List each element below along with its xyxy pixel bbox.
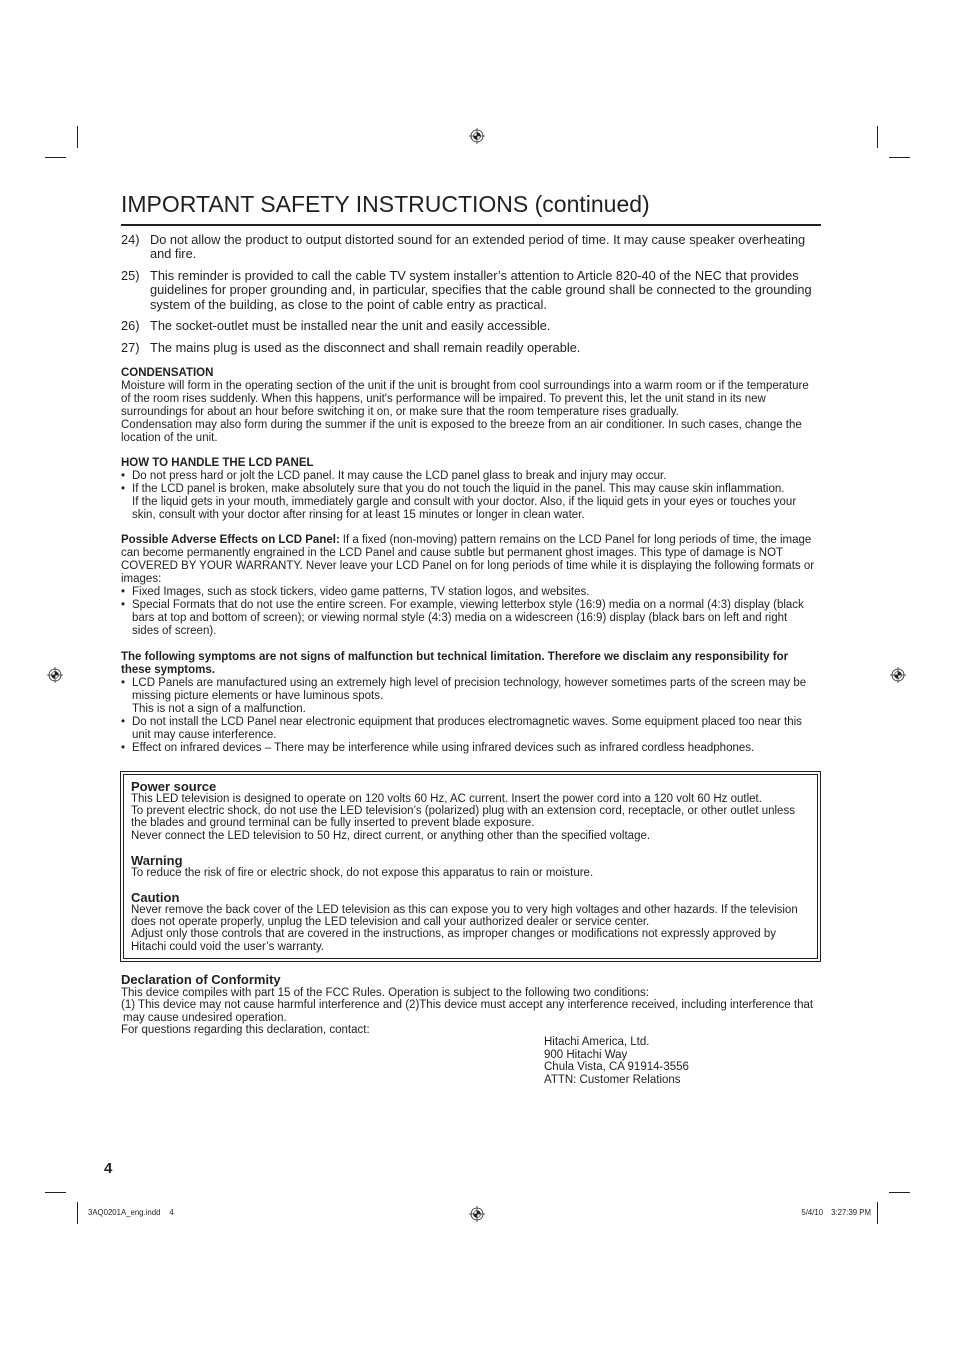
footer-timestamp xyxy=(801,1208,871,1218)
title-rule xyxy=(121,224,821,226)
declaration-section xyxy=(121,973,821,1037)
text-line: If the liquid gets in your mouth, immediately gargle and consult with your doctor. Also, if the liquid gets in your eyes or touches your xyxy=(132,495,797,508)
bullet-item xyxy=(121,483,821,522)
bullet-item xyxy=(121,716,821,742)
text-line: This is not a sign of a malfunction. xyxy=(132,702,306,715)
text-line: sides of screen). xyxy=(132,624,217,637)
text-line: COVERED BY YOUR WARRANTY. Never leave your LCD Panel on for long periods of time while it is displaying the following formats or xyxy=(121,559,815,572)
registration-mark-icon xyxy=(468,127,486,145)
text-line: Condensation may also form during the summer if the unit is exposed to the breeze from an air conditioner. In such cases, change the xyxy=(121,418,802,431)
crop-mark xyxy=(889,157,910,158)
text-line: • If the LCD panel is broken, make absolutely sure that you do not touch the liquid in the panel. This may cause skin inflammation. xyxy=(132,482,785,495)
text-line: • Do not install the LCD Panel near electronic equipment that produces electromagnetic waves. Some equipment placed too near this xyxy=(132,715,802,728)
text-line: Hitachi could void the user’s warranty. xyxy=(131,940,325,953)
text-line: To reduce the risk of fire or electric shock, do not expose this apparatus to rain or moisture. xyxy=(131,866,594,879)
text-line: location of the unit. xyxy=(121,431,218,444)
text-line: This LED television is designed to operate on 120 volts 60 Hz, AC current. Insert the power cord into a 120 volt 60 Hz outlet. xyxy=(131,792,762,805)
text-line: ATTN: Customer Relations xyxy=(544,1073,681,1086)
paragraph xyxy=(131,904,810,954)
text-line: To prevent electric shock, do not use the LED television’s (polarized) plug with an extension cord, receptacle, or other outlet unless xyxy=(131,804,795,817)
text-line: • Fixed Images, such as stock tickers, video game patterns, TV station logos, and websites. xyxy=(132,585,590,598)
footer-file-page: 4 xyxy=(169,1208,174,1217)
text-line: If a fixed (non-moving) pattern remains on the LCD Panel for long periods of time, the image xyxy=(342,533,812,546)
text-line: Never remove the back cover of the LED television as this can expose you to very high voltages and other hazards. If the television xyxy=(131,903,798,916)
text-line: Moisture will form in the operating section of the unit if the unit is brought from cool surroundings into a warm room or if the temperature xyxy=(121,379,809,392)
crop-mark xyxy=(45,1192,66,1193)
registration-mark-icon xyxy=(468,1205,486,1223)
text-line: guidelines for proper grounding and, in particular, specifies that the cable ground shall be connected to the grounding xyxy=(150,282,812,298)
crop-mark xyxy=(877,126,878,148)
text-line: bars at top and bottom of screen); or viewing normal style (4:3) media on a widescreen (16:9) display (black bars on left and right xyxy=(132,611,788,624)
text-line: of the room rises suddenly. When this happens, unit's performance will be impaired. To prevent this, let the unit stand in its new xyxy=(121,392,766,405)
box-heading: Warning xyxy=(131,852,183,868)
item-text xyxy=(150,319,821,334)
bullet-item xyxy=(121,677,821,716)
text-line: The mains plug is used as the disconnect and shall remain readily operable. xyxy=(150,339,581,355)
numbered-item xyxy=(121,341,821,356)
numbered-item xyxy=(121,269,821,313)
section-heading xyxy=(121,651,821,677)
text-line: does not operate properly, unplug the LED television and call your authorized dealer or service center. xyxy=(131,915,650,928)
item-number: 26) xyxy=(121,318,140,334)
adverse-effects-first-line xyxy=(121,534,821,547)
paragraph xyxy=(131,793,810,843)
warning-section xyxy=(131,854,810,879)
item-number: 25) xyxy=(121,267,140,283)
registration-mark-icon xyxy=(46,666,64,684)
numbered-item xyxy=(121,319,821,334)
footer-time: 3:27:39 PM xyxy=(831,1208,871,1217)
registration-mark-icon xyxy=(889,666,907,684)
crop-mark xyxy=(889,1192,910,1193)
text-line: and fire. xyxy=(150,246,197,262)
box-heading: Power source xyxy=(131,778,217,794)
text-line: 900 Hitachi Way xyxy=(544,1048,628,1061)
text-line: Do not allow the product to output distorted sound for an extended period of time. It may cause speaker overheating xyxy=(150,231,806,247)
box-heading: Caution xyxy=(131,889,180,905)
symptoms-section xyxy=(121,651,821,755)
footer-file-name: 3AQ0201A_eng.indd xyxy=(88,1208,161,1217)
item-text xyxy=(150,341,821,356)
text-line: Hitachi America, Ltd. xyxy=(544,1036,650,1049)
crop-mark xyxy=(77,1202,78,1224)
text-line: (1) This device may not cause harmful interference and (2)This device must accept any interference received, including interference that xyxy=(121,999,814,1012)
caution-section xyxy=(131,891,810,954)
text-line: Adjust only those controls that are covered in the instructions, as improper changes or modifications not expressly approved by xyxy=(131,928,776,941)
bullet-item xyxy=(121,599,821,638)
numbered-list xyxy=(121,233,821,363)
section-heading: Declaration of Conformity xyxy=(121,971,281,987)
text-line: unit may cause interference. xyxy=(132,728,277,741)
item-text xyxy=(150,233,821,262)
page-number: 4 xyxy=(104,1160,113,1177)
text-line: Never connect the LED television to 50 Hz, direct current, or anything other than the specified voltage. xyxy=(131,829,651,842)
bullet-item xyxy=(121,470,821,483)
section-heading: CONDENSATION xyxy=(121,366,214,379)
footer-file-info xyxy=(88,1208,174,1218)
adverse-effects-section xyxy=(121,534,821,638)
text-line: surroundings for about an hour before switching it on, or make sure that the room temperature rises gradually. xyxy=(121,405,679,418)
bullet-item xyxy=(121,586,821,599)
text-line: may cause undesired operation. xyxy=(123,1011,287,1024)
paragraph xyxy=(121,547,821,586)
text-line: Chula Vista, CA 91914-3556 xyxy=(544,1061,689,1074)
text-line: This device compiles with part 15 of the FCC Rules. Operation is subject to the following two conditions: xyxy=(121,986,649,999)
text-line: This reminder is provided to call the cable TV system installer’s attention to Article 820-40 of the NEC that provides xyxy=(150,267,799,283)
text-line: For questions regarding this declaration, contact: xyxy=(121,1024,370,1037)
power-source-section xyxy=(131,780,810,843)
adverse-effects-lead: Possible Adverse Effects on LCD Panel: xyxy=(121,533,340,546)
crop-mark xyxy=(45,157,66,158)
text-line: skin, consult with your doctor after rinsing for at least 15 minutes or longer in clean water. xyxy=(132,508,585,521)
text-line: The socket-outlet must be installed near the unit and easily accessible. xyxy=(150,318,551,334)
text-line: • Special Formats that do not use the entire screen. For example, viewing letterbox style (16:9) media on a normal (4:3) display (black xyxy=(132,598,804,611)
contact-address xyxy=(544,1036,689,1086)
paragraph xyxy=(121,380,821,445)
text-line: • LCD Panels are manufactured using an extremely high level of precision technology, however sometimes parts of the screen may be xyxy=(132,676,807,689)
notice-box xyxy=(120,771,821,962)
condensation-section xyxy=(121,367,821,445)
crop-mark xyxy=(877,1202,878,1224)
text-line: The following symptoms are not signs of malfunction but technical limitation. Therefore we disclaim any responsibility for xyxy=(121,650,789,663)
crop-mark xyxy=(77,126,78,148)
footer-date: 5/4/10 xyxy=(801,1208,824,1217)
page-title: IMPORTANT SAFETY INSTRUCTIONS (continued) xyxy=(121,191,650,217)
paragraph xyxy=(121,987,821,1037)
text-line: • Do not press hard or jolt the LCD panel. It may cause the LCD panel glass to break and injury may occur. xyxy=(132,469,667,482)
item-number: 24) xyxy=(121,231,140,247)
text-line: • Effect on infrared devices – There may be interference while using infrared devices such as infrared cordless headphones. xyxy=(132,741,755,754)
text-line: these symptoms. xyxy=(121,663,215,676)
item-number: 27) xyxy=(121,339,140,355)
text-line: the blades and ground terminal can be fully inserted to prevent blade exposure. xyxy=(131,817,535,830)
paragraph xyxy=(131,867,810,879)
section-heading: HOW TO HANDLE THE LCD PANEL xyxy=(121,456,314,469)
numbered-item xyxy=(121,233,821,262)
lcd-handling-section xyxy=(121,457,821,522)
bullet-item xyxy=(121,742,821,755)
text-line: system of the building, as close to the point of cable entry as practical. xyxy=(150,296,547,312)
item-text xyxy=(150,269,821,313)
text-line: missing picture elements or have luminous spots. xyxy=(132,689,384,702)
text-line: images: xyxy=(121,572,162,585)
text-line: can become permanently engrained in the LCD Panel and cause subtle but permanent ghost images. This type of damage is NOT xyxy=(121,546,784,559)
